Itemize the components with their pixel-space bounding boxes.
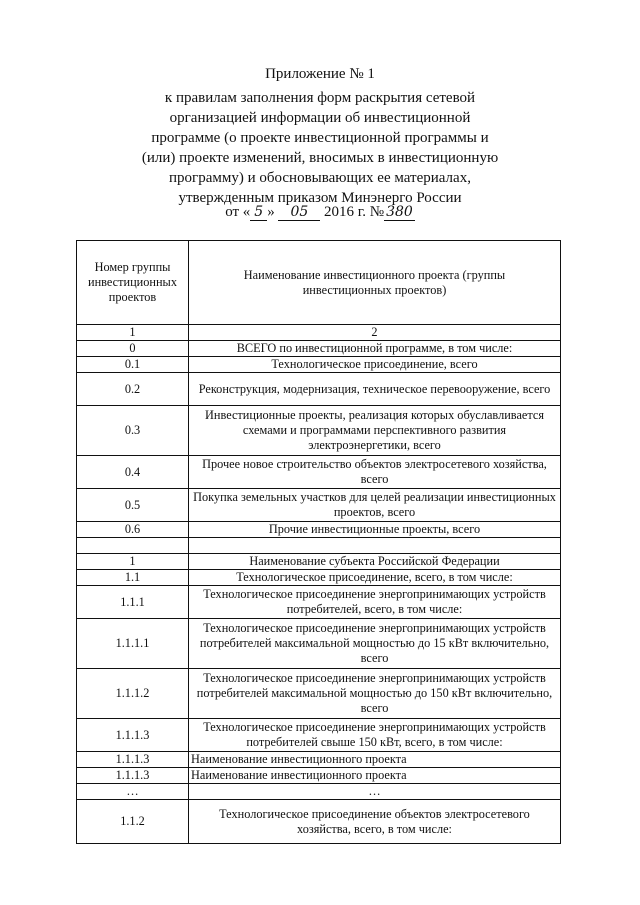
header-line-1: к правилам заполнения форм раскрытия сетевой (164, 90, 476, 106)
col-header-project-name: Наименование инвестиционного проекта (группы инвестиционных проектов) (189, 241, 561, 325)
table-row (77, 800, 561, 844)
table-row (77, 784, 561, 800)
row-name: Реконструкция, модернизация, техническое перевооружение, всего (189, 373, 561, 406)
row-name: Технологическое присоединение энергопринимающих устройств потребителей свыше 150 кВт, всего, в том числе: (189, 719, 561, 752)
table-row (77, 456, 561, 489)
row-number: 0 (77, 341, 189, 357)
row-name: Покупка земельных участков для целей реализации инвестиционных проектов, всего (189, 489, 561, 522)
header-line-3: программе (о проекте инвестиционной программы и (151, 130, 489, 146)
table-row (77, 373, 561, 406)
row-number: 0.2 (77, 373, 189, 406)
header-line-5: программу) и обосновывающих ее материалах, (169, 170, 471, 186)
date-month: 05 (278, 204, 320, 221)
date-year: 2016 г. № (324, 204, 385, 220)
row-number: 1.1.1.1 (77, 619, 189, 669)
table-row (77, 341, 561, 357)
header-line-2: организацией информации об инвестиционной (169, 110, 471, 126)
row-name: Технологическое присоединение, всего (189, 357, 561, 373)
table-row (77, 406, 561, 456)
row-number: 1.1.1.3 (77, 719, 189, 752)
row-name: Наименование инвестиционного проекта (189, 752, 561, 768)
table-row (77, 768, 561, 784)
row-name: ВСЕГО по инвестиционной программе, в том числе: (189, 341, 561, 357)
row-number: 1 (77, 325, 189, 341)
row-name: Инвестиционные проекты, реализация которых обуславливается схемами и программами перспективного развития электроэнергетики, всего (189, 406, 561, 456)
row-name: Технологическое присоединение, всего, в том числе: (189, 570, 561, 586)
investment-groups-table (76, 240, 561, 844)
table-row (77, 586, 561, 619)
row-name: … (189, 784, 561, 800)
table-row (77, 570, 561, 586)
row-number (77, 538, 189, 554)
row-number: 1.1.1.2 (77, 669, 189, 719)
row-name: Технологическое присоединение энергопринимающих устройств потребителей, всего, в том числе: (189, 586, 561, 619)
table-row (77, 489, 561, 522)
order-number: 380 (386, 204, 413, 220)
table-row (77, 669, 561, 719)
row-number: 1.1 (77, 570, 189, 586)
table-row (77, 357, 561, 373)
table-row (77, 522, 561, 538)
order-date-line (0, 204, 640, 221)
table-row (77, 719, 561, 752)
row-name: Технологическое присоединение энергопринимающих устройств потребителей максимальной мощностью до 150 кВт включительно, всего (189, 669, 561, 719)
row-name: Наименование инвестиционного проекта (189, 768, 561, 784)
row-number: 1.1.2 (77, 800, 189, 844)
row-number: 0.4 (77, 456, 189, 489)
table-row (77, 325, 561, 341)
table-row (77, 554, 561, 570)
row-number: 1.1.1.3 (77, 752, 189, 768)
header-line-6: утвержденным приказом Минэнерго России (178, 190, 462, 206)
row-number: 1 (77, 554, 189, 570)
table-row (77, 619, 561, 669)
row-name (189, 538, 561, 554)
table-header-row (77, 241, 561, 325)
table-row (77, 752, 561, 768)
row-number: 0.6 (77, 522, 189, 538)
date-prefix: от « (225, 204, 251, 220)
row-name: Прочее новое строительство объектов электросетевого хозяйства, всего (189, 456, 561, 489)
row-number: 0.5 (77, 489, 189, 522)
row-name: 2 (189, 325, 561, 341)
row-name: Наименование субъекта Российской Федерации (189, 554, 561, 570)
date-day: 5 (250, 204, 267, 221)
row-name: Технологическое присоединение объектов электросетевого хозяйства, всего, в том числе: (189, 800, 561, 844)
row-number: 1.1.1.3 (77, 768, 189, 784)
appendix-title: Приложение № 1 (265, 66, 375, 82)
row-number: … (77, 784, 189, 800)
row-number: 0.1 (77, 357, 189, 373)
row-number: 0.3 (77, 406, 189, 456)
row-name: Прочие инвестиционные проекты, всего (189, 522, 561, 538)
row-name: Технологическое присоединение энергопринимающих устройств потребителей максимальной мощностью до 15 кВт включительно, всего (189, 619, 561, 669)
table-row-empty (77, 538, 561, 554)
date-mid: » (267, 204, 275, 220)
header-line-4: (или) проекте изменений, вносимых в инвестиционную (141, 150, 499, 166)
col-header-group-number: Номер группы инвестиционных проектов (77, 241, 189, 325)
row-number: 1.1.1 (77, 586, 189, 619)
